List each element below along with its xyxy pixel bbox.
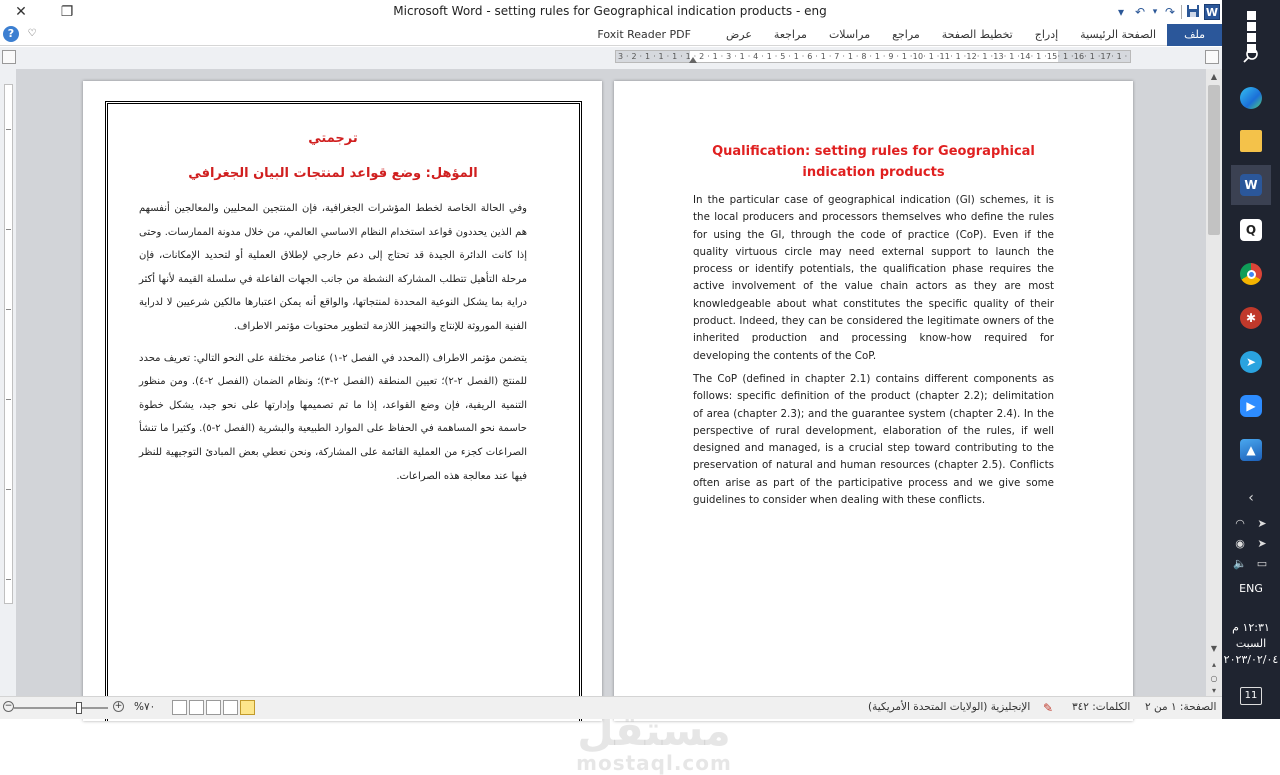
dropdown-icon[interactable]: ▾ bbox=[1152, 7, 1158, 17]
folder-icon bbox=[1240, 130, 1262, 152]
taskbar-app-red-circle[interactable] bbox=[1231, 298, 1271, 338]
undo-icon[interactable]: ↶ bbox=[1134, 5, 1146, 19]
redo-icon[interactable]: ↷ bbox=[1164, 5, 1176, 19]
indent-marker-icon[interactable] bbox=[689, 57, 697, 63]
scrollbar-thumb[interactable] bbox=[1208, 85, 1220, 235]
zoom-slider[interactable] bbox=[14, 707, 108, 709]
taskbar-app-search-tool[interactable] bbox=[1231, 210, 1271, 250]
zoom-slider-thumb[interactable] bbox=[76, 702, 82, 714]
tab-selector[interactable] bbox=[2, 50, 16, 64]
notification-center-button[interactable]: 11 bbox=[1240, 687, 1262, 705]
input-language-indicator[interactable]: ENG bbox=[1239, 582, 1263, 595]
windows-logo-icon bbox=[1241, 10, 1261, 30]
title-bar bbox=[0, 0, 1222, 24]
tab-view[interactable]: عرض bbox=[725, 28, 752, 41]
telegram-tray-icon[interactable]: ➤ bbox=[1257, 537, 1267, 550]
window-title: Microsoft Word - setting rules for Geographical indication products - eng bbox=[393, 4, 827, 18]
clock-time: ١٢:٣١ م bbox=[1232, 621, 1270, 634]
ruler-ticks: 3 · 2 · 1 · 1 · 1 · 1 · 2 · 1 · 3 · 1 · 4 · 1 · 5 · 1 · 6 · 1 · 7 · 1 · 8 · 1 · 9 · 1 ·10· 1 ·11· 1 ·12· 1 ·13· 1 ·14· 1 ·15· 1 ·16· 1 ·17· 1 · bbox=[618, 52, 1128, 61]
arabic-paragraph: يتضمن مؤتمر الاطراف (المحدد في الفصل ٢-١) عناصر مختلفة على النحو التالي: تعريف محدد للمنتج (الفصل ٢-٢)؛ تعيين المنطقة (الفصل ٢-٣)؛ ونظام الضمان (الفصل ٢-٤). ومن منظور التنمية الريفية، فإن وضع القواعد، إذا ما تم تصميمها وإدارتها على نحو جيد، يشكل خطوة حاسمة نحو المساهمة في الحفاظ على الموارد الطبيعية والبشرية (الفصل ٢-٥). وكثيرا ما تنشأ الصراعات كجزء من العملية القائمة على المشاركة، ونحن نعطي بعض المبادئ التوجيهية للنظر فيها عند معالجة هذه الصراعات. bbox=[139, 352, 527, 482]
word-logo: W bbox=[1205, 6, 1219, 19]
tab-page-layout[interactable]: تخطيط الصفحة bbox=[941, 28, 1013, 41]
view-draft-icon[interactable] bbox=[172, 700, 187, 715]
ruler-tick bbox=[6, 489, 11, 490]
taskbar-app-word[interactable] bbox=[1231, 165, 1271, 205]
clock[interactable] bbox=[1222, 620, 1280, 668]
volume-icon[interactable]: 🔈 bbox=[1233, 557, 1247, 570]
arabic-heading-title: المؤهل: وضع قواعد لمنتجات البيان الجغرافي bbox=[188, 166, 478, 181]
vertical-ruler-bar bbox=[4, 84, 13, 604]
close-button[interactable]: ✕ bbox=[15, 4, 27, 20]
ribbon-collapse-icon[interactable]: ♡ bbox=[27, 28, 37, 39]
show-hidden-icons-button[interactable]: ‹ bbox=[1248, 490, 1254, 506]
display-icon[interactable]: ▭ bbox=[1256, 557, 1268, 570]
english-heading-title: Qualification: setting rules for Geographical indication products bbox=[712, 144, 1035, 180]
tab-file[interactable]: ملف bbox=[1167, 24, 1222, 46]
horizontal-ruler[interactable] bbox=[615, 50, 1131, 63]
watermark-logo-text: مستقل bbox=[577, 706, 731, 755]
arabic-heading-my-translation: ترجمتي bbox=[308, 131, 358, 146]
ribbon-tabs bbox=[573, 24, 1222, 46]
proofing-icon[interactable]: ✎ bbox=[1042, 701, 1054, 715]
browse-object-icon[interactable]: ○ bbox=[1210, 674, 1218, 683]
next-page-icon[interactable]: ▾ bbox=[1211, 686, 1216, 695]
ruler-tick bbox=[6, 579, 11, 580]
page-arabic-translation[interactable] bbox=[83, 81, 602, 721]
vertical-scrollbar[interactable] bbox=[1206, 69, 1222, 696]
zoom-app-icon: ▶ bbox=[1240, 395, 1262, 417]
watermark-url: mostaql.com bbox=[576, 751, 732, 775]
restore-button[interactable]: ❐ bbox=[60, 4, 74, 20]
photos-icon: ▲ bbox=[1240, 439, 1262, 461]
previous-page-icon[interactable]: ▴ bbox=[1211, 660, 1216, 669]
clock-date: ٢٠٢٣/٠٢/٠٤ bbox=[1223, 653, 1279, 666]
chrome-tray-icon[interactable]: ◉ bbox=[1235, 537, 1245, 550]
tab-foxit-reader-pdf[interactable]: Foxit Reader PDF bbox=[597, 28, 691, 41]
view-full-screen-icon[interactable] bbox=[223, 700, 238, 715]
ruler-tick bbox=[6, 399, 11, 400]
ribbon bbox=[0, 24, 1222, 46]
ruler-tick bbox=[6, 129, 11, 130]
view-web-layout-icon[interactable] bbox=[206, 700, 221, 715]
magnifier-app-icon: Q bbox=[1240, 219, 1262, 241]
taskbar-app-file-explorer[interactable] bbox=[1231, 121, 1271, 161]
taskbar-app-chrome[interactable] bbox=[1231, 254, 1271, 294]
ruler-row bbox=[0, 47, 1222, 69]
word-count[interactable]: الكلمات: ٣٤٢ bbox=[1072, 701, 1131, 713]
telegram-icon: ➤ bbox=[1240, 351, 1262, 373]
save-icon[interactable] bbox=[1185, 4, 1201, 20]
search-button[interactable] bbox=[1231, 36, 1271, 76]
app-icon: ✱ bbox=[1240, 307, 1262, 329]
scroll-up-icon[interactable]: ▲ bbox=[1210, 72, 1218, 81]
ruler-toggle-button[interactable] bbox=[1205, 50, 1219, 64]
zoom-out-button[interactable]: − bbox=[4, 701, 13, 711]
clock-day: السبت bbox=[1235, 637, 1267, 650]
zoom-in-button[interactable]: + bbox=[114, 701, 123, 711]
windows-taskbar bbox=[1222, 0, 1280, 719]
taskbar-app-edge[interactable] bbox=[1231, 78, 1271, 118]
help-icon[interactable]: ? bbox=[3, 26, 19, 42]
word-icon: W bbox=[1240, 174, 1262, 196]
network-icon[interactable]: ◠ bbox=[1235, 517, 1245, 530]
taskbar-app-photos[interactable] bbox=[1231, 430, 1271, 470]
page-english-original[interactable] bbox=[614, 81, 1133, 721]
view-outline-icon[interactable] bbox=[189, 700, 204, 715]
tab-insert[interactable]: إدراج bbox=[1034, 28, 1059, 41]
telegram-tray-icon[interactable]: ➤ bbox=[1257, 517, 1267, 530]
arabic-content bbox=[139, 131, 527, 496]
status-bar bbox=[0, 696, 1222, 719]
zoom-level[interactable]: %٧٠ bbox=[134, 701, 156, 713]
tab-mailings[interactable]: مراسلات bbox=[828, 28, 871, 41]
tab-home[interactable]: الصفحة الرئيسية bbox=[1080, 28, 1157, 41]
page-info[interactable]: الصفحة: ١ من ٢ bbox=[1145, 701, 1217, 713]
scroll-down-icon[interactable]: ▼ bbox=[1210, 644, 1218, 653]
language-indicator[interactable]: الإنجليزية (الولايات المتحدة الأمريكية) bbox=[868, 701, 1031, 713]
dropdown-icon[interactable]: ▾ bbox=[1117, 5, 1125, 19]
english-paragraph: The CoP (defined in chapter 2.1) contains different components as follows: specific definition of the product (chapter 2.2); delimitation of area (chapter 2.3); and the guarantee system (chapter 2.4). In the perspective of rural development, elaboration of the rules, if well designed and managed, is a crucial step toward contributing to the preservation of natural and human resources (chapter 2.5). Conflicts often arise as part of the participative process and we give some guidelines to consider when dealing with these conflicts. bbox=[693, 372, 1054, 507]
tab-review[interactable]: مراجعة bbox=[773, 28, 807, 41]
view-print-layout-icon[interactable] bbox=[240, 700, 255, 715]
english-content bbox=[693, 141, 1054, 515]
search-icon bbox=[1242, 47, 1260, 65]
ruler-tick bbox=[6, 229, 11, 230]
toolbar-separator bbox=[1181, 5, 1182, 19]
chrome-icon bbox=[1240, 263, 1262, 285]
ruler-tick bbox=[6, 309, 11, 310]
vertical-ruler[interactable] bbox=[0, 69, 16, 696]
taskbar-app-telegram[interactable] bbox=[1231, 342, 1271, 382]
quick-access-toolbar bbox=[1113, 2, 1220, 22]
english-paragraph: In the particular case of geographical indication (GI) schemes, it is the local producers and processors themselves who define the rules for using the GI, through the code of practice (CoP). Even if the quality virtuous circle may need external support to launch the process or identify potentials, the qualification phase requires the active involvement of the value chain actors as they are most knowledgeable about what constitutes the specific quality of their product. Indeed, they can be considered the legitimate owners of the inherited production and processing know-how required for developing the contents of the CoP. bbox=[693, 194, 1054, 362]
start-button[interactable] bbox=[1231, 0, 1271, 40]
arabic-paragraph: وفي الحالة الخاصة لخطط المؤشرات الجغرافية، فإن المنتجين المحليين والمعالجين أنفسهم هم الذين يحددون قواعد استخدام النظام الاساسي العالمي، من خلال مدونة الممارسات. وحتى إذا كانت الدائرة الجيدة قد تحتاج إلى دعم خارجي لإطلاق العملية أو لتحديد الإمكانات، فإن مرحلة التأهيل تتطلب المشاركة النشطة من جانب الجهات الفاعلة في سلسلة القيمة لأنها أكثر دراية بما يشكل النوعية المحددة لمنتجاتها، والواقع أنه يمكن اعتبارها مالكين شرعيين لا لدراية الفنية الموروثة للإنتاج والتجهيز اللازمة لتطوير محتويات مؤتمر الاطراف. bbox=[139, 203, 527, 332]
edge-icon bbox=[1240, 87, 1262, 109]
tab-references[interactable]: مراجع bbox=[892, 28, 920, 41]
taskbar-app-zoom[interactable] bbox=[1231, 386, 1271, 426]
